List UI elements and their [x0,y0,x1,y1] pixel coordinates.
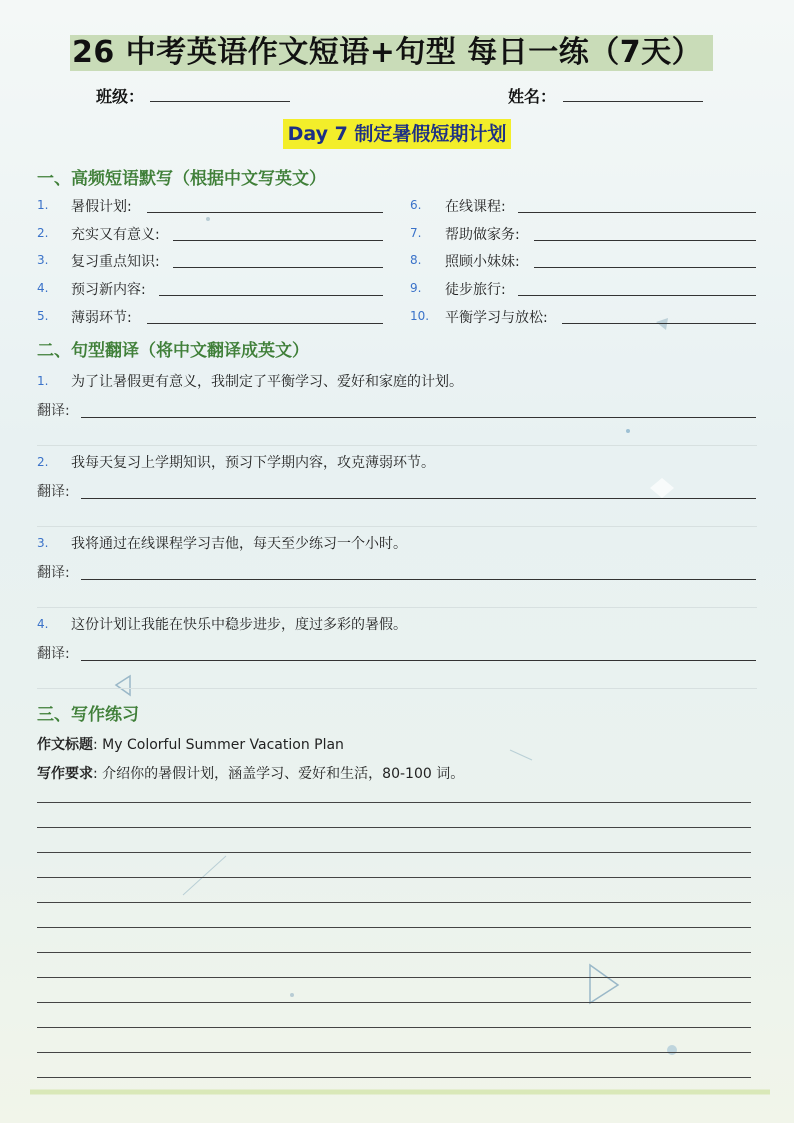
writing-line[interactable] [37,1052,751,1053]
writing-line[interactable] [37,852,751,853]
item-label: 帮助做家务: [445,227,520,243]
section3-title: 三、写作练习 [37,705,139,725]
class-label: 班级： [96,87,145,106]
item-number: 3. [37,536,49,550]
answer-line[interactable] [159,295,383,296]
day-heading [0,119,794,149]
name-label: 姓名： [508,87,557,106]
writing-line[interactable] [37,1002,751,1003]
class-field[interactable] [150,101,290,102]
divider [37,688,757,689]
answer-line[interactable] [147,212,383,213]
writing-line[interactable] [37,977,751,978]
phrase-item [410,307,756,329]
translate-label: 翻译: [37,646,70,662]
phrase-item [37,196,383,218]
item-number: 2. [37,455,49,469]
sentence-text: 我每天复习上学期知识，预习下学期内容，攻克薄弱环节。 [71,455,435,471]
answer-line[interactable] [534,267,756,268]
item-number: 1. [37,374,49,388]
writing-line[interactable] [37,802,751,803]
item-label: 预习新内容: [71,282,146,298]
item-label: 薄弱环节: [71,310,132,326]
translation-line[interactable] [81,579,756,580]
requirement-row [37,763,464,783]
item-number: 5. [37,309,49,323]
item-number: 3. [37,253,49,267]
writing-line[interactable] [37,877,751,878]
phrase-item [410,196,756,218]
phrase-item [37,224,383,246]
item-number: 2. [37,226,49,240]
item-number: 8. [410,253,422,267]
section1-title: 一、高频短语默写（根据中文写英文） [37,169,326,189]
answer-line[interactable] [173,240,383,241]
sentence-text: 这份计划让我能在快乐中稳步进步，度过多彩的暑假。 [71,617,407,633]
sentence-text: 我将通过在线课程学习吉他，每天至少练习一个小时。 [71,536,407,552]
item-number: 10. [410,309,430,323]
answer-line[interactable] [173,267,383,268]
writing-line[interactable] [37,827,751,828]
translation-line[interactable] [81,498,756,499]
name-field[interactable] [563,101,703,102]
answer-line[interactable] [518,212,756,213]
divider [37,445,757,446]
translation-line[interactable] [81,417,756,418]
writing-line[interactable] [37,927,751,928]
item-number: 7. [410,226,422,240]
answer-line[interactable] [534,240,756,241]
item-label: 徒步旅行: [445,282,506,298]
item-number: 4. [37,281,49,295]
item-label: 暑假计划: [71,199,132,215]
item-label: 平衡学习与放松: [445,310,548,326]
item-label: 照顾小妹妹: [445,254,520,270]
topic-row [37,734,344,754]
answer-line[interactable] [147,323,383,324]
topic-value: : My Colorful Summer Vacation Plan [93,737,344,753]
requirement-value: : 介绍你的暑假计划，涵盖学习、爱好和生活，80-100 词。 [93,766,465,782]
phrase-item [410,224,756,246]
item-label: 复习重点知识: [71,254,160,270]
divider [37,526,757,527]
translate-label: 翻译: [37,565,70,581]
section2-title: 二、句型翻译（将中文翻译成英文） [37,341,309,361]
writing-line[interactable] [37,1077,751,1078]
item-label: 充实又有意义: [71,227,160,243]
item-label: 在线课程: [445,199,506,215]
phrase-item [410,279,756,301]
item-number: 6. [410,198,422,212]
phrase-item [37,279,383,301]
phrase-item [410,251,756,273]
item-number: 9. [410,281,422,295]
item-number: 4. [37,617,49,631]
answer-line[interactable] [518,295,756,296]
writing-line[interactable] [37,902,751,903]
phrase-item [37,307,383,329]
phrase-item [37,251,383,273]
translate-label: 翻译: [37,403,70,419]
item-number: 1. [37,198,49,212]
translation-line[interactable] [81,660,756,661]
requirement-label: 写作要求 [37,766,93,782]
divider [37,607,757,608]
writing-line[interactable] [37,952,751,953]
topic-label: 作文标题 [37,737,93,753]
writing-line[interactable] [37,1027,751,1028]
answer-line[interactable] [562,323,756,324]
day-title: Day 7 制定暑假短期计划 [283,119,512,149]
translate-label: 翻译: [37,484,70,500]
page-title: 26 中考英语作文短语+句型 每日一练（7天） [72,35,703,70]
sentence-text: 为了让暑假更有意义，我制定了平衡学习、爱好和家庭的计划。 [71,374,463,390]
